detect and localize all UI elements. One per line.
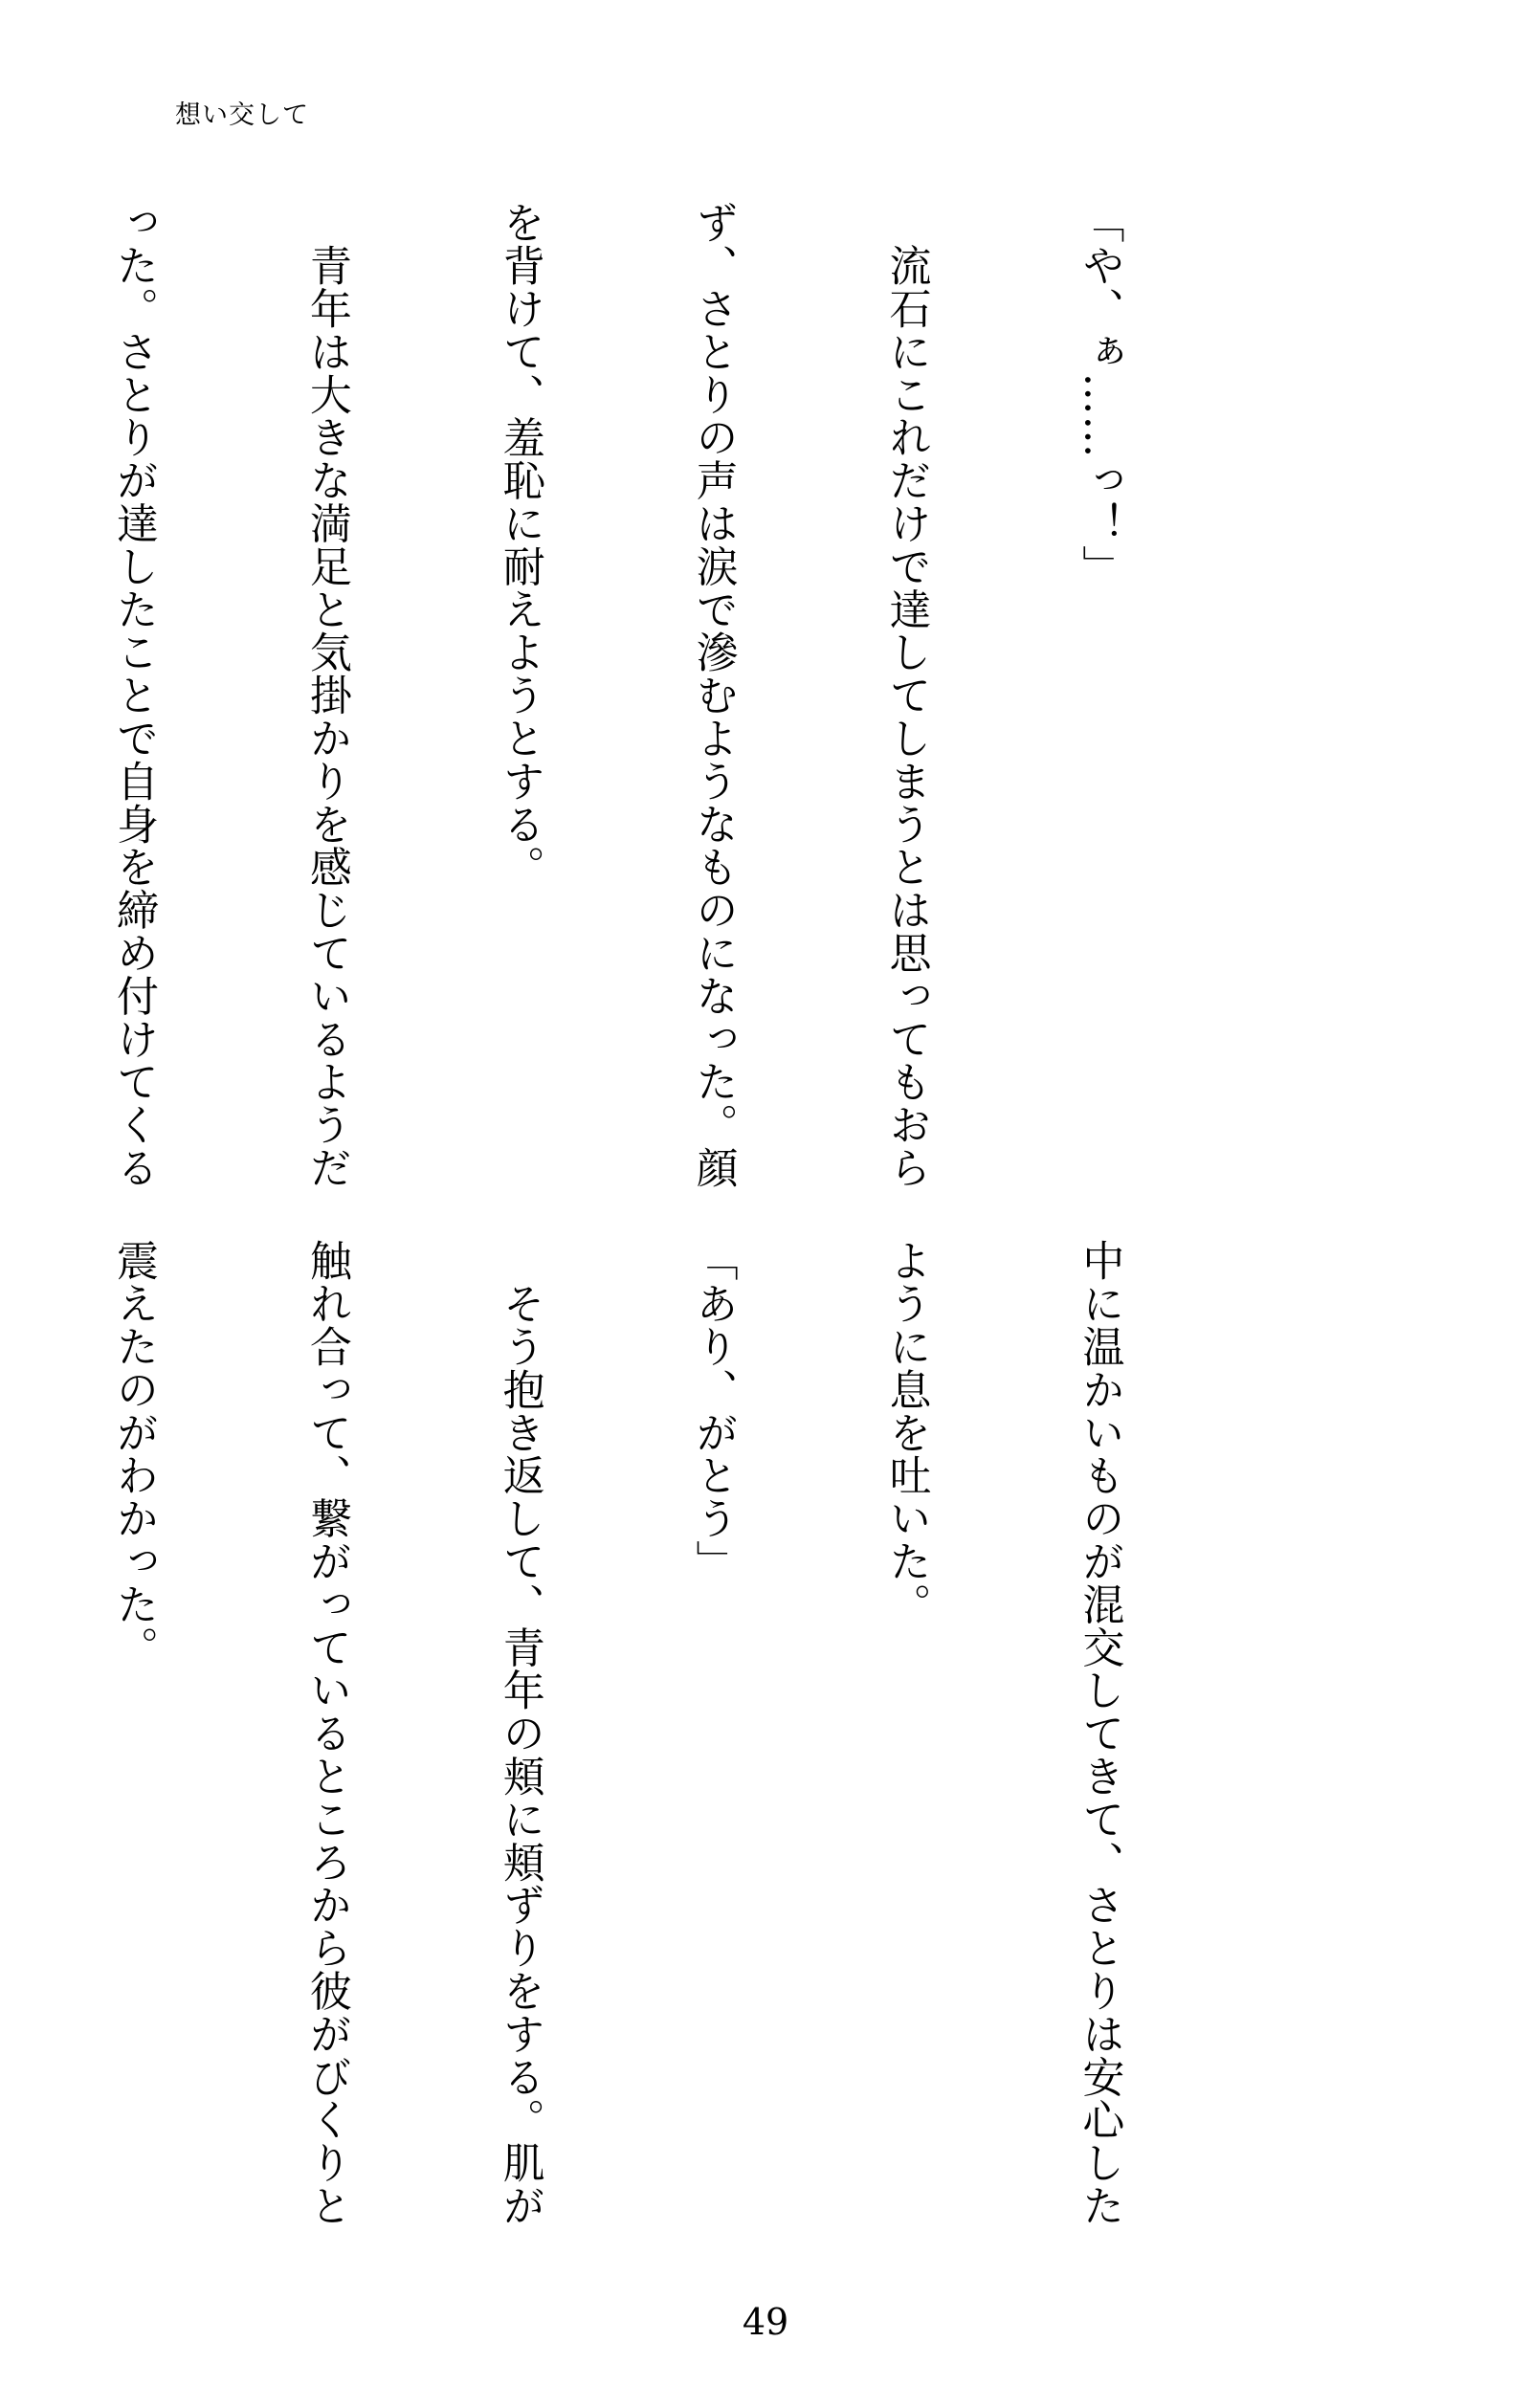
- text-line: 「あり、がとう」: [688, 1239, 738, 1583]
- text-line: 震えたのがわかった。: [108, 1239, 158, 1668]
- text-line: ず、さとりの声は涙で滲むようなものになった。顔: [688, 201, 738, 1189]
- text-line: 青年は大きな満足と気掛かりを感じているようだ: [301, 201, 351, 1189]
- text-line: 「や、ぁ……っ！」: [1075, 201, 1124, 588]
- text-line: 中に温かいものが混交してきて、さとりは安心した: [1075, 1239, 1124, 2227]
- text-line: 流石にこれだけで達してしまうとは思ってもおら: [881, 201, 931, 1189]
- text-line: そう抱き返して、青年の頬に頬ずりをする。肌が: [495, 1239, 544, 2227]
- text-line: を背けて、羞恥に耐えようとする。: [495, 201, 544, 889]
- text-line: 触れ合って、繋がっているところから彼がびくりと: [301, 1239, 351, 2227]
- running-header: 想い交して: [175, 100, 309, 130]
- text-line: ように息を吐いた。: [881, 1239, 931, 1626]
- page-number: 49: [742, 2301, 789, 2343]
- text-line: った。さとりが達したことで自身を締め付けてくる: [108, 201, 158, 1189]
- lower-text-block: [0, 1239, 1260, 2227]
- upper-text-block: [0, 201, 1260, 1189]
